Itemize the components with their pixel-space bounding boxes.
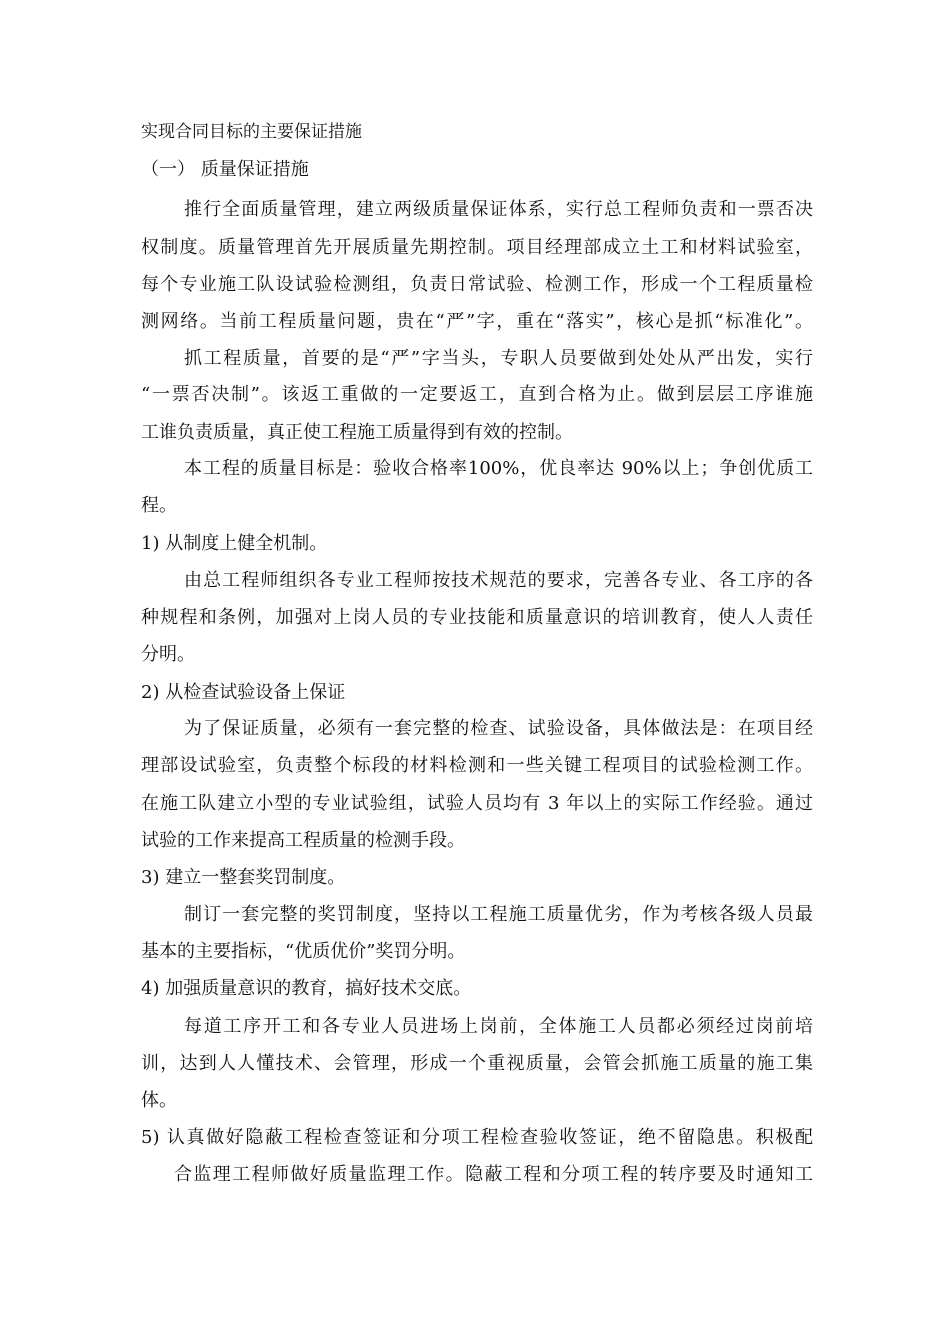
paragraph-line: 由总工程师组织各专业工程师按技术规范的要求，完善各专业、各工序的各 bbox=[184, 570, 813, 591]
paragraph-line: 分明。 bbox=[141, 644, 195, 665]
paragraph-line: 理部设试验室，负责整个标段的材料检测和一些关键工程项目的试验检测工作。 bbox=[141, 755, 813, 776]
paragraph-line: 推行全面质量管理，建立两级质量保证体系，实行总工程师负责和一票否决 bbox=[184, 199, 813, 220]
paragraph-line: 本工程的质量目标是：验收合格率100%，优良率达 90%以上；争创优质工 bbox=[184, 458, 813, 479]
paragraph-line: 合监理工程师做好质量监理工作。隐蔽工程和分项工程的转序要及时通知工 bbox=[174, 1164, 813, 1185]
section-heading: （一） 质量保证措施 bbox=[141, 159, 309, 180]
list-item-heading: 2) 从检查试验设备上保证 bbox=[141, 682, 346, 703]
list-item-heading: 1) 从制度上健全机制。 bbox=[141, 533, 328, 554]
paragraph-line: 体。 bbox=[141, 1090, 177, 1111]
paragraph-line: 每个专业施工队设试验检测组，负责日常试验、检测工作，形成一个工程质量检 bbox=[141, 274, 813, 295]
paragraph-line: 训，达到人人懂技术、会管理，形成一个重视质量，会管会抓施工质量的施工集 bbox=[141, 1053, 813, 1074]
paragraph-line: 测网络。当前工程质量问题，贵在“严”字，重在“落实”，核心是抓“标准化”。 bbox=[141, 311, 813, 332]
document-title: 实现合同目标的主要保证措施 bbox=[141, 122, 362, 142]
paragraph-line: 制订一套完整的奖罚制度，坚持以工程施工质量优劣，作为考核各级人员最 bbox=[184, 904, 813, 925]
paragraph-line: 每道工序开工和各专业人员进场上岗前，全体施工人员都必须经过岗前培 bbox=[184, 1016, 813, 1037]
paragraph-line: 基本的主要指标，“优质优价”奖罚分明。 bbox=[141, 941, 466, 962]
paragraph-line: 抓工程质量，首要的是“严”字当头，专职人员要做到处处从严出发，实行 bbox=[184, 348, 813, 369]
list-item-heading: 4) 加强质量意识的教育，搞好技术交底。 bbox=[141, 978, 472, 999]
paragraph-line: “一票否决制”。该返工重做的一定要返工，直到合格为止。做到层层工序谁施 bbox=[141, 384, 813, 405]
paragraph-line: 为了保证质量，必须有一套完整的检查、试验设备，具体做法是：在项目经 bbox=[184, 718, 813, 739]
paragraph-line: 权制度。质量管理首先开展质量先期控制。项目经理部成立土工和材料试验室， bbox=[141, 237, 813, 258]
paragraph-line: 在施工队建立小型的专业试验组，试验人员均有 3 年以上的实际工作经验。通过 bbox=[141, 793, 813, 814]
list-item-heading: 5) 认真做好隐蔽工程检查签证和分项工程检查验收签证，绝不留隐患。积极配 bbox=[141, 1127, 813, 1148]
list-item-heading: 3) 建立一整套奖罚制度。 bbox=[141, 867, 346, 888]
paragraph-line: 程。 bbox=[141, 495, 177, 516]
paragraph-line: 种规程和条例，加强对上岗人员的专业技能和质量意识的培训教育，使人人责任 bbox=[141, 607, 813, 628]
paragraph-line: 工谁负责质量，真正使工程施工质量得到有效的控制。 bbox=[141, 422, 573, 443]
paragraph-line: 试验的工作来提高工程质量的检测手段。 bbox=[141, 830, 465, 851]
